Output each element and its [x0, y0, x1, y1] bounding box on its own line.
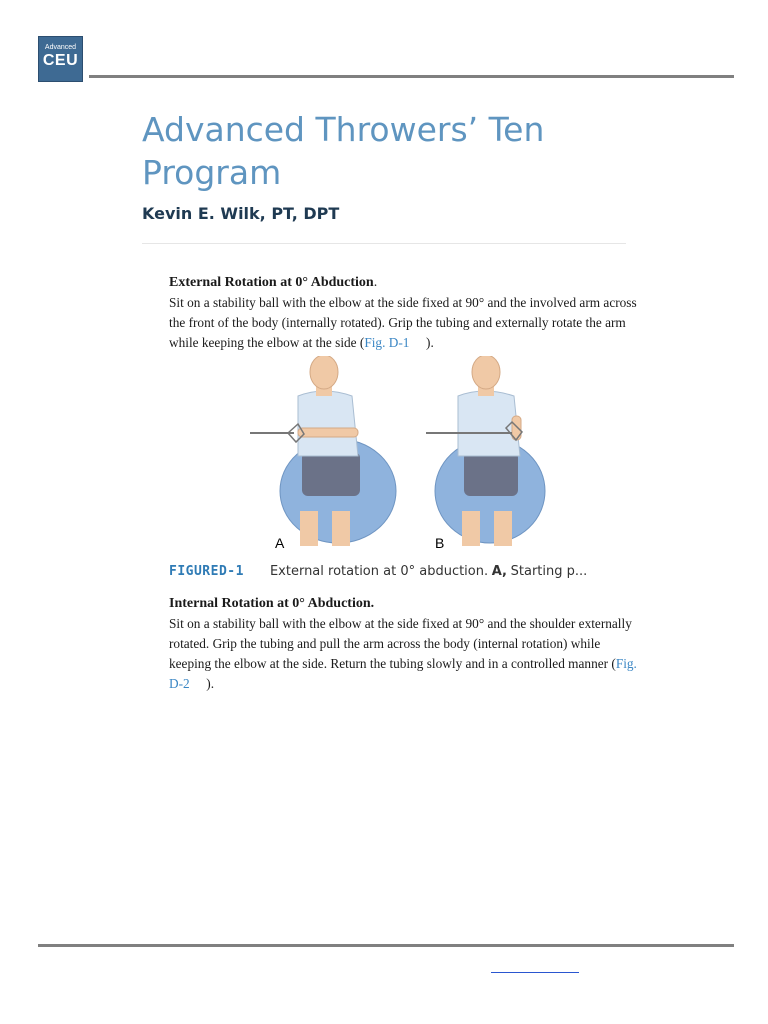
section-heading: External Rotation at 0° Abduction. — [169, 275, 378, 290]
title-divider — [142, 243, 626, 244]
header-divider — [89, 75, 734, 78]
author-name: Kevin E. Wilk, PT, DPT — [142, 204, 340, 223]
logo-line-ceu: CEU — [42, 52, 79, 69]
section-external-rotation — [169, 273, 639, 353]
advanced-ceu-logo — [38, 36, 83, 82]
footer-divider — [38, 944, 734, 947]
logo-line-advanced: Advanced — [44, 44, 77, 51]
section-internal-rotation — [169, 594, 639, 694]
footer-link[interactable] — [491, 972, 579, 973]
exercise-illustration — [240, 356, 550, 556]
panel-a-label: A — [275, 535, 285, 551]
section-heading: Internal Rotation at 0° Abduction. — [169, 596, 375, 611]
document-title: Advanced Throwers’ Ten Program — [142, 110, 545, 192]
figure-reference-link[interactable]: Fig. D-2 — [169, 656, 637, 691]
figure-reference-link[interactable]: Fig. D-1 — [364, 335, 410, 350]
panel-b-label: B — [435, 535, 445, 551]
section-body: Sit on a stability ball with the elbow at the side fixed at 90° and the shoulder externally rotated. Grip the tubing and pull the arm across the body (internal rotation) while keeping the elbow at the side. Return the tubing slowly and in a controlled manner (Fig. D-2 ). — [169, 616, 637, 691]
section-body: Sit on a stability ball with the elbow at the side fixed at 90° and the involved arm across the front of the body (internally rotated). Grip the tubing and externally rotate the arm while keeping the elbow at the side (Fig. D-1 ). — [169, 295, 637, 350]
figure-panel-b — [426, 356, 545, 546]
figure-panel-a — [250, 356, 396, 546]
figure-caption: FIGURED-1 External rotation at 0° abduction. A, Starting p... — [169, 564, 588, 579]
figure-label: FIGURED-1 — [169, 564, 244, 579]
